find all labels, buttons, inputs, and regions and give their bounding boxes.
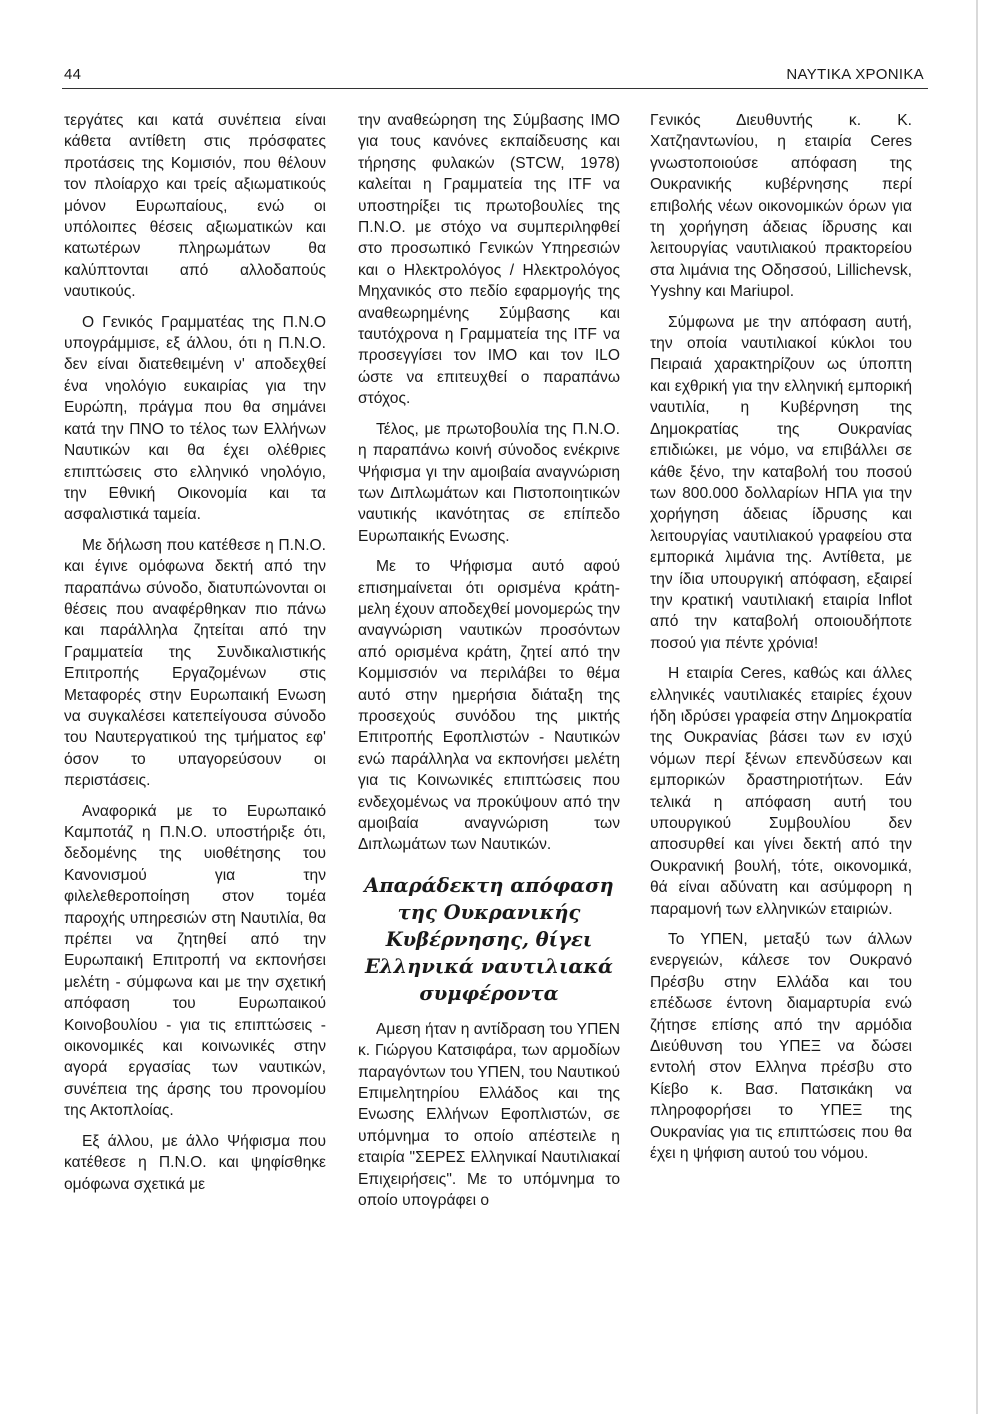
column-1 — [64, 110, 326, 1204]
paragraph: Γενικός Διευθυντής κ. Κ. Χατζηαντωνίου, η εταιρία Ceres γνωστοποιούσε απόφαση της Ουκρανικής κυβέρνησης περί επιβολής νέων οικονομικών όρων για τη χορήγηση άδειας ίδρυσης και λειτουργίας ναυτιλιακού πρακτορείου στα λιμάνια της Οδησσού, Lillichevsk, Yyshny και Mariupol. — [650, 112, 912, 301]
paragraph: Με δήλωση που κατέθεσε η Π.Ν.Ο. και έγινε ομόφωνα δεκτή από την παραπάνω σύνοδο, διατυπώνονται οι θέσεις που αναφέρθηκαν πιο πάνω και παράλληλα ζητείται από την Γραμματεία της Συνδικαλιστικής Επιτροπής Εργαζομένων στις Μεταφορές στην Ευρωπαική Ενωση να συγκαλέσει κατεπείγουσα σύνοδο του Ναυτεργατικού της τμήματος εφ' όσον το υπαγορεύσουν οι περιστάσεις. — [64, 536, 326, 790]
paragraph: Το ΥΠΕΝ, μεταξύ των άλλων ενεργειών, κάλεσε τον Ουκρανό Πρέσβυ στην Ελλάδα και του επέδωσε έντονη διαμαρτυρία ενώ ζήτησε επίσης από την αρμόδια Διεύθυνση του ΥΠΕΞ να δώσει εντολή στον Ελληνα πρέσβυ στο Κίεβο κ. Βασ. Πατσικάκη να πληροφορήσει το ΥΠΕΞ της Ουκρανίας για τις επιπτώσεις που θα έχει η ψήφιση αυτού του νόμου. — [650, 931, 912, 1163]
column-2 — [358, 110, 620, 1220]
page-edge — [976, 0, 978, 1414]
article-headline: Απαράδεκτη απόφαση της Ουκρανικής Κυβέρνησης, θίγει Ελληνικά ναυτιλιακά συμφέροντα — [364, 873, 614, 1005]
paragraph: Εξ άλλου, με άλλο Ψήφισμα που κατέθεσε η Π.Ν.Ο. και ψηφίσθηκε ομόφωνα σχετικά με — [64, 1132, 326, 1193]
paragraph: Αναφορικά με το Ευρωπαικό Καμποτάζ η Π.Ν.Ο. υποστήριξε ότι, δεδομένης της υιοθέτησης του Κανονισμού για την φιλελεθεροποίηση στον τομέα παροχής υπηρεσιών στη Ναυτιλία, θα πρέπει να ζητηθεί από την Ευρωπαική Επιτροπή να εκπονήσει μελέτη - σύμφωνα και με την σχετική απόφαση του Ευρωπαικού Κοινοβουλίου - για τις επιπτώσεις - οικονομικές και κοινωνικές στην αγορά εργασίας των ναυτικών, συνέπεια της άρσης του προνομίου της Ακτοπλοίας. — [64, 802, 326, 1120]
paragraph: Αμεση ήταν η αντίδραση του ΥΠΕΝ κ. Γιώργου Κατσιφάρα, των αρμοδίων παραγόντων του ΥΠΕΝ, του Ναυτικού Επιμελητηρίου Ελλάδος και της Ενωσης Ελλήνων Εφοπλιστών, σε υπόμνημα το οποίο απέστειλε η εταιρία "ΣΕΡΕΣ Ελληνικαί Ναυτιλιακαί Επιχειρήσεις". Με το υπόμνημα το οποίο υπογράφει ο — [358, 1020, 620, 1210]
magazine-title: ΝΑΥΤΙΚΑ ΧΡΟΝΙΚΑ — [786, 66, 924, 83]
paragraph: τεργάτες και κατά συνέπεια είναι κάθετα αντίθετη στις πρόσφατες προτάσεις της Κομισιόν, που θέλουν τον πλοίαρχο και τρείς αξιωματικούς μόνον Ευρωπαίους, ενώ οι υπόλοιπες θέσεις αξιωματικών και κατωτέρων πληρωμάτων θα καλύπτονται από αλλοδαπούς ναυτικούς. — [64, 112, 326, 301]
paragraph: την αναθεώρηση της Σύμβασης ΙΜΟ για τους κανόνες εκπαίδευσης και τήρησης φυλακών (STCW, 1978) καλείται η Γραμματεία της ITF να υποστηρίξει τις πρωτοβουλίες της Π.Ν.Ο. με στόχο να συμπεριληφθεί στο προσωπικό Γενικών Υπηρεσιών και ο Ηλεκτρολόγος / Ηλεκτρολόγος Μηχανικός στο πεδίο εφαρμογής της αναθεωρημένης Σύμβασης και ταυτόχρονα η Γραμματεία της ITF να προσεγγίσει τον ΙΜΟ και τον ILO ώστε να επιτευχθεί ο παραπάνω στόχος. — [358, 112, 620, 408]
running-head — [64, 62, 924, 86]
column-3 — [650, 110, 912, 1174]
paragraph: Σύμφωνα με την απόφαση αυτή, την οποία ναυτιλιακοί κύκλοι του Πειραιά χαρακτηρίζουν ως ύποπτη και εχθρική για την ελληνική εμπορική ναυτιλία, η Κυβέρνηση της Δημοκρατίας της Ουκρανίας επιδιώκει, με νόμο, να επιβάλλει σε κάθε ξένο, την καταβολή του ποσού των 800.000 δολλαρίων ΗΠΑ για την χορήγηση άδειας ίδρυσης και λειτουργίας ναυτιλιακού γραφείου στα εμπορικά λιμάνια της. Αντίθετα, με την ίδια υπουργική απόφαση, εξαιρεί την κρατική ναυτιλιακή εταιρία Inflot από την καταβολή οποιουδήποτε ποσού για πέντε χρόνια! — [650, 313, 912, 652]
paragraph: Ο Γενικός Γραμματέας της Π.Ν.Ο υπογράμμισε, εξ άλλου, ότι η Π.Ν.Ο. δεν είναι διατεθειμένη ν' αποδεχθεί ένα νηολόγιο ευκαιρίας για την Ευρώπη, πράγμα που θα σημάνει κατά την ΠΝΟ το τέλος των Ελλήνων Ναυτικών και θα έχει ολέθριες επιπτώσεις στο ελληνικό νηολόγιο, την Εθνική Οικονομία και τα ασφαλιστικά ταμεία. — [64, 313, 326, 524]
paragraph: Τέλος, με πρωτοβουλία της Π.Ν.Ο. η παραπάνω κοινή σύνοδος ενέκρινε Ψήφισμα γι την αμοιβαία αναγνώριση των Διπλωμάτων και Πιστοποιητικών ναυτικής ικανότητας σε επίπεδο Ευρωπαικής Ενωσης. — [358, 420, 620, 545]
paragraph: Η εταιρία Ceres, καθώς και άλλες ελληνικές ναυτιλιακές εταιρίες έχουν ήδη ιδρύσει γραφεία στην Δημοκρατία της Ουκρανίας βάσει των εν ισχύ νόμων περί ξένων επενδύσεων και εμπορικών δραστηριοτήτων. Εάν τελικά η απόφαση αυτή του υπουργικού Συμβουλίου δεν αποσυρθεί και γίνει δεκτή από την Ουκρανική βουλή, τότε, οικονομικά, θά είναι αδύνατη και ασύμφορη η παραμονή των ελληνικών εταιριών. — [650, 665, 912, 918]
page-number: 44 — [64, 66, 82, 83]
header-rule — [62, 88, 928, 89]
paragraph: Με το Ψήφισμα αυτό αφού επισημαίνεται ότι ορισμένα κράτη-μελη έχουν αποδεχθεί μονομερώς την αναγνώριση ναυτικών προσόντων από ορισμένα κράτη, ζητεί από την Κομμισσιόν να περιλάβει το θέμα αυτό στην ημερήσια διάταξη της προσεχούς συνόδου της μικτής Επιτροπής Εφοπλιστών - Ναυτικών ενώ παράλληλα να εκπονήσει μελέτη για τις Κοινωνικές επιπτώσεις που ενδεχομένως να προκύψουν από την αμοιβαία αναγνώριση των Διπλωμάτων των Ναυτικών. — [358, 558, 620, 854]
